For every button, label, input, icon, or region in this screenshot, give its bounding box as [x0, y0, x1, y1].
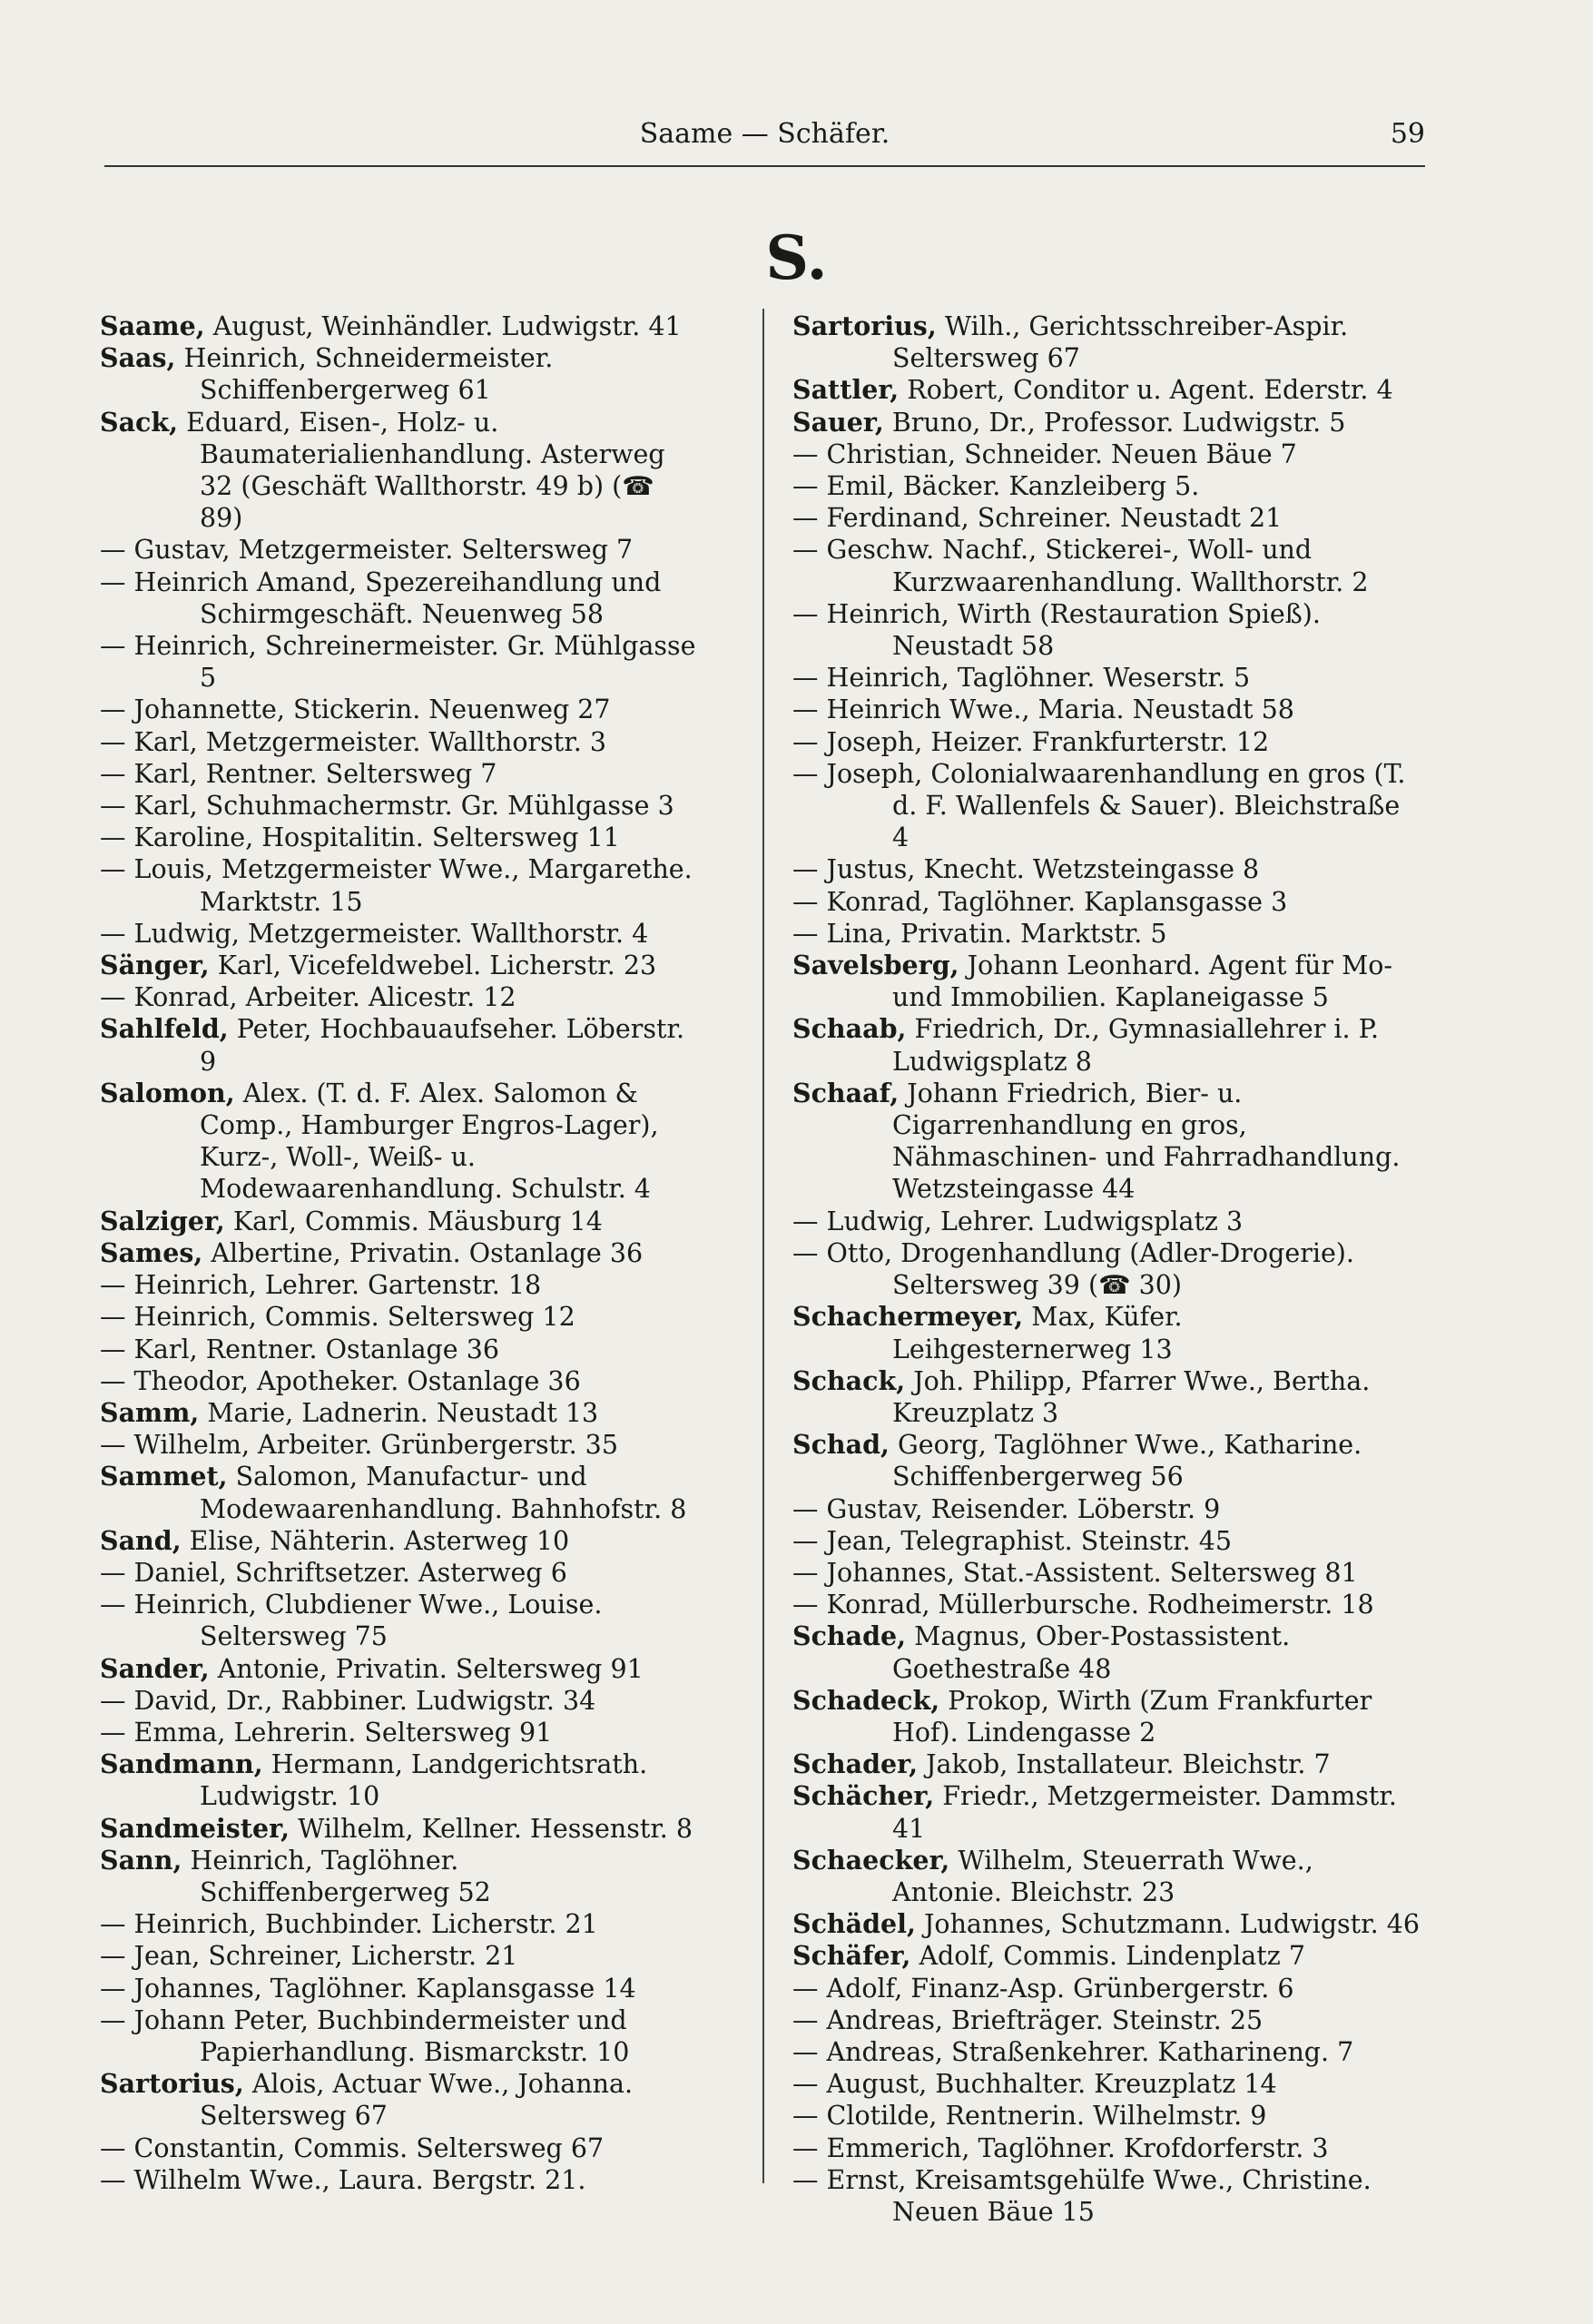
entry-details: Max, Küfer. Leihgesternerweg 13	[892, 1302, 1183, 1364]
directory-entry	[792, 534, 1423, 597]
directory-entry	[792, 2100, 1423, 2132]
entry-details: — Clotilde, Rentnerin. Wilhelmstr. 9	[792, 2101, 1267, 2132]
header-rule	[104, 165, 1425, 167]
entry-details: August, Weinhändler. Ludwigstr. 41	[204, 311, 682, 341]
entry-details: Johannes, Schutzmann. Ludwigstr. 46	[915, 1909, 1420, 1940]
entry-details: Magnus, Ober-Postassistent. Goethestraße 48	[892, 1621, 1291, 1684]
directory-entry	[100, 1301, 703, 1333]
entry-surname: Schader,	[792, 1748, 919, 1780]
entry-details: Robert, Conditor u. Agent. Ederstr. 4	[899, 375, 1393, 406]
directory-entry	[792, 470, 1423, 502]
directory-entry	[100, 310, 703, 342]
directory-entry	[100, 1525, 703, 1557]
entry-details: — Ludwig, Metzgermeister. Wallthorstr. 4	[100, 918, 649, 949]
entry-details: — Karl, Metzgermeister. Wallthorstr. 3	[100, 726, 606, 757]
entry-details: — Johann Peter, Buchbindermeister und Papierhandlung. Bismarckstr. 10	[100, 2004, 630, 2067]
entry-details: Peter, Hochbauaufseher. Löberstr. 9	[200, 1014, 685, 1077]
directory-entry	[792, 2164, 1423, 2228]
directory-entry	[100, 1557, 703, 1589]
directory-entry	[100, 630, 703, 694]
entry-details: — Louis, Metzgermeister Wwe., Margarethe. Marktstr. 15	[100, 854, 693, 917]
entry-surname: Sames,	[100, 1236, 203, 1268]
directory-entry	[100, 1269, 703, 1301]
entry-surname: Salziger,	[100, 1205, 225, 1236]
entry-surname: Salomon,	[100, 1077, 235, 1108]
directory-entry	[100, 1206, 703, 1237]
directory-entry	[792, 1845, 1423, 1908]
directory-entry	[792, 1973, 1423, 2004]
directory-entry	[792, 1493, 1423, 1525]
directory-entry	[100, 918, 703, 950]
directory-entry	[100, 1429, 703, 1461]
entry-surname: Schachermeyer,	[792, 1301, 1024, 1333]
entry-details: — Lina, Privatin. Marktstr. 5	[792, 918, 1167, 949]
directory-entry	[100, 1685, 703, 1717]
entry-details: — Johannes, Stat.-Assistent. Seltersweg 81	[792, 1557, 1358, 1588]
entry-details: Friedr., Metzgermeister. Dammstr. 41	[892, 1781, 1397, 1844]
directory-entry	[792, 2004, 1423, 2036]
entry-details: — Otto, Drogenhandlung (Adler-Drogerie). Seltersweg 39 (☎ 30)	[792, 1237, 1354, 1301]
directory-entry	[792, 1780, 1423, 1844]
entry-details: — Andreas, Briefträger. Steinstr. 25	[792, 2004, 1264, 2035]
entry-surname: Sahlfeld,	[100, 1013, 229, 1045]
entry-surname: Saas,	[100, 342, 176, 374]
entry-details: — Adolf, Finanz-Asp. Grünbergerstr. 6	[792, 1973, 1294, 2004]
directory-entry	[100, 566, 703, 630]
entry-details: — Konrad, Müllerbursche. Rodheimerstr. 18	[792, 1590, 1374, 1620]
entry-surname: Sander,	[100, 1652, 210, 1684]
entry-surname: Savelsberg,	[792, 950, 959, 981]
entry-details: — Heinrich, Commis. Seltersweg 12	[100, 1302, 575, 1333]
section-letter: S.	[765, 222, 828, 293]
entry-details: — Karl, Rentner. Seltersweg 7	[100, 758, 497, 789]
directory-entry	[792, 2036, 1423, 2068]
entry-details: — Konrad, Taglöhner. Kaplansgasse 3	[792, 886, 1288, 917]
entry-details: — Heinrich, Wirth (Restauration Spieß). Neustadt 58	[792, 598, 1321, 662]
directory-entry	[792, 853, 1423, 885]
directory-entry	[100, 1973, 703, 2004]
directory-entry	[792, 1365, 1423, 1429]
directory-entry	[100, 2132, 703, 2164]
directory-entry	[100, 1813, 703, 1845]
entry-details: — Karl, Schuhmachermstr. Gr. Mühlgasse 3	[100, 791, 674, 822]
entry-surname: Schaab,	[792, 1013, 907, 1045]
entry-details: — Emma, Lehrerin. Seltersweg 91	[100, 1717, 553, 1748]
entry-surname: Schäfer,	[792, 1940, 911, 1972]
entry-details: — Karl, Rentner. Ostanlage 36	[100, 1334, 499, 1364]
directory-entry	[100, 1237, 703, 1269]
directory-entry	[792, 1301, 1423, 1364]
entry-details: — Geschw. Nachf., Stickerei-, Woll- und Kurzwaarenhandlung. Wallthorstr. 2	[792, 535, 1369, 597]
entry-details: — Heinrich, Buchbinder. Licherstr. 21	[100, 1909, 598, 1940]
entry-surname: Schade,	[792, 1620, 907, 1652]
directory-entry	[100, 1717, 703, 1748]
directory-entry	[792, 374, 1423, 406]
entry-details: — August, Buchhalter. Kreuzplatz 14	[792, 2069, 1277, 2100]
directory-entry	[792, 758, 1423, 854]
directory-entry	[792, 1429, 1423, 1492]
directory-entry	[100, 2068, 703, 2132]
entry-details: Wilhelm, Steuerrath Wwe., Antonie. Bleichstr. 23	[892, 1845, 1313, 1907]
entry-details: Albertine, Privatin. Ostanlage 36	[202, 1237, 644, 1268]
directory-entry	[100, 1653, 703, 1685]
entry-details: Joh. Philipp, Pfarrer Wwe., Bertha. Kreuzplatz 3	[892, 1365, 1371, 1428]
directory-entry	[792, 407, 1423, 438]
entry-details: — Heinrich, Clubdiener Wwe., Louise. Seltersweg 75	[100, 1590, 603, 1652]
entry-surname: Sand,	[100, 1524, 182, 1556]
entry-surname: Sandmann,	[100, 1748, 263, 1780]
entry-details: Prokop, Wirth (Zum Frankfurter Hof). Lindengasse 2	[892, 1685, 1372, 1748]
page-header	[104, 118, 1425, 163]
directory-entry	[792, 662, 1423, 694]
directory-entry	[100, 1365, 703, 1397]
entry-details: Wilhelm, Kellner. Hessenstr. 8	[290, 1813, 693, 1844]
directory-entry	[792, 1940, 1423, 1972]
directory-entry	[792, 310, 1423, 374]
entry-details: — Gustav, Reisender. Löberstr. 9	[792, 1493, 1221, 1524]
entry-details: Friedrich, Dr., Gymnasiallehrer i. P. Ludwigsplatz 8	[892, 1014, 1380, 1077]
entry-surname: Sartorius,	[100, 2068, 244, 2100]
entry-details: — Wilhelm, Arbeiter. Grünbergerstr. 35	[100, 1430, 618, 1461]
entry-details: Adolf, Commis. Lindenplatz 7	[910, 1941, 1305, 1972]
entry-surname: Sattler,	[792, 374, 900, 406]
entry-details: — Emmerich, Taglöhner. Krofdorferstr. 3	[792, 2132, 1329, 2163]
entry-details: — Ferdinand, Schreiner. Neustadt 21	[792, 503, 1283, 534]
directory-entry	[792, 694, 1423, 725]
directory-entry	[792, 1237, 1423, 1301]
directory-entry	[792, 1557, 1423, 1589]
directory-entry	[100, 1334, 703, 1365]
directory-entry	[100, 534, 703, 566]
directory-entry	[100, 726, 703, 758]
directory-entry	[100, 1908, 703, 1940]
entry-details: — Heinrich, Schreinermeister. Gr. Mühlgasse 5	[100, 631, 696, 694]
directory-entry	[100, 1078, 703, 1206]
directory-entry	[100, 1940, 703, 1972]
entry-surname: Schadeck,	[792, 1684, 940, 1716]
entry-details: — Christian, Schneider. Neuen Bäue 7	[792, 438, 1297, 469]
entry-details: — Konrad, Arbeiter. Alicestr. 12	[100, 982, 516, 1013]
entry-details: Wilh., Gerichtsschreiber-Aspir. Seltersweg 67	[892, 311, 1349, 374]
entry-surname: Sammet,	[100, 1461, 228, 1492]
entry-details: — Daniel, Schriftsetzer. Asterweg 6	[100, 1557, 567, 1588]
entry-surname: Sauer,	[792, 406, 884, 438]
entry-details: — Johannes, Taglöhner. Kaplansgasse 14	[100, 1973, 636, 2004]
entry-details: Bruno, Dr., Professor. Ludwigstr. 5	[883, 407, 1346, 438]
entry-details: — Jean, Schreiner, Licherstr. 21	[100, 1941, 518, 1972]
entry-surname: Sänger,	[100, 950, 210, 981]
entry-surname: Samm,	[100, 1396, 200, 1428]
directory-entry	[100, 1013, 703, 1077]
entry-details: Jakob, Installateur. Bleichstr. 7	[918, 1749, 1331, 1780]
entry-surname: Schaecker,	[792, 1844, 950, 1876]
entry-details: — Joseph, Colonialwaarenhandlung en gros (T. d. F. Wallenfels & Sauer). Bleichstraße 4	[792, 758, 1406, 853]
directory-entry	[100, 2004, 703, 2068]
directory-entry	[792, 502, 1423, 534]
entry-surname: Schad,	[792, 1429, 890, 1461]
entry-details: — Wilhelm Wwe., Laura. Bergstr. 21.	[100, 2164, 586, 2195]
entry-details: Georg, Taglöhner Wwe., Katharine. Schiffenbergerweg 56	[889, 1430, 1362, 1492]
entry-details: — Karoline, Hospitalitin. Seltersweg 11	[100, 822, 620, 853]
entry-details: — Heinrich, Taglöhner. Weserstr. 5	[792, 663, 1251, 694]
directory-column-left	[100, 310, 703, 2196]
entry-details: Karl, Vicefeldwebel. Licherstr. 23	[209, 950, 657, 981]
entry-details: — Johannette, Stickerin. Neuenweg 27	[100, 694, 611, 725]
entry-surname: Schädel,	[792, 1908, 916, 1940]
entry-details: Alois, Actuar Wwe., Johanna. Seltersweg 67	[200, 2069, 634, 2132]
directory-entry	[792, 438, 1423, 470]
entry-surname: Schaaf,	[792, 1077, 900, 1108]
directory-entry	[792, 1685, 1423, 1748]
entry-details: — Heinrich, Lehrer. Gartenstr. 18	[100, 1270, 542, 1301]
directory-entry	[792, 1206, 1423, 1237]
entry-details: Antonie, Privatin. Seltersweg 91	[209, 1653, 644, 1684]
entry-details: Elise, Nähterin. Asterweg 10	[181, 1525, 570, 1556]
entry-details: Heinrich, Taglöhner. Schiffenbergerweg 52	[182, 1845, 491, 1907]
entry-surname: Sann,	[100, 1844, 182, 1876]
entry-details: — Joseph, Heizer. Frankfurterstr. 12	[792, 726, 1270, 757]
directory-entry	[100, 981, 703, 1013]
entry-details: — Justus, Knecht. Wetzsteingasse 8	[792, 854, 1260, 885]
directory-entry	[100, 822, 703, 853]
directory-entry	[792, 598, 1423, 662]
entry-details: Alex. (T. d. F. Alex. Salomon & Comp., Hamburger Engros-Lager), Kurz-, Woll-, Weiß- u. Modewaarenhandlung. Schulstr. 4	[200, 1078, 659, 1205]
entry-surname: Schack,	[792, 1364, 906, 1396]
entry-details: Eduard, Eisen-, Holz- u. Baumaterialienhandlung. Asterweg 32 (Geschäft Wallthorstr. 49 b) (☎ 89)	[178, 407, 665, 534]
directory-entry	[100, 790, 703, 822]
directory-entry	[100, 1397, 703, 1429]
directory-entry	[100, 694, 703, 725]
directory-entry	[100, 853, 703, 917]
column-divider	[762, 309, 764, 2183]
entry-details: Johann Friedrich, Bier- u. Cigarrenhandlung en gros, Nähmaschinen- und Fahrradhandlung. Wetzsteingasse 44	[892, 1078, 1401, 1205]
directory-entry	[100, 1845, 703, 1908]
directory-entry	[100, 758, 703, 790]
directory-entry	[792, 886, 1423, 918]
directory-entry	[792, 2132, 1423, 2164]
directory-entry	[100, 342, 703, 406]
entry-details: Hermann, Landgerichtsrath. Ludwigstr. 10	[200, 1749, 648, 1812]
directory-entry	[100, 407, 703, 535]
entry-details: Marie, Ladnerin. Neustadt 13	[199, 1397, 599, 1428]
entry-details: Karl, Commis. Mäusburg 14	[224, 1206, 603, 1236]
entry-surname: Sartorius,	[792, 310, 937, 341]
entry-details: Johann Leonhard. Agent für Mo- und Immobilien. Kaplaneigasse 5	[892, 950, 1393, 1013]
entry-details: — Andreas, Straßenkehrer. Katharineng. 7	[792, 2036, 1354, 2067]
directory-entry	[792, 1078, 1423, 1206]
directory-entry	[792, 1589, 1423, 1620]
page-number: 59	[1390, 118, 1425, 150]
directory-entry	[100, 1461, 703, 1524]
directory-entry	[792, 1908, 1423, 1940]
directory-entry	[100, 2164, 703, 2196]
entry-details: — Ernst, Kreisamtsgehülfe Wwe., Christine. Neuen Bäue 15	[792, 2164, 1372, 2227]
running-title: Saame — Schäfer.	[639, 118, 890, 150]
directory-entry	[792, 2068, 1423, 2100]
entry-details: — Gustav, Metzgermeister. Seltersweg 7	[100, 535, 634, 566]
directory-entry	[100, 1589, 703, 1652]
entry-surname: Schächer,	[792, 1780, 935, 1812]
entry-surname: Sack,	[100, 406, 179, 438]
directory-entry	[792, 950, 1423, 1013]
directory-entry	[792, 1620, 1423, 1684]
entry-details: — Theodor, Apotheker. Ostanlage 36	[100, 1365, 581, 1396]
entry-details: — Jean, Telegraphist. Steinstr. 45	[792, 1525, 1232, 1556]
entry-details: — Ludwig, Lehrer. Ludwigsplatz 3	[792, 1206, 1244, 1236]
entry-details: — Heinrich Amand, Spezereihandlung und Schirmgeschäft. Neuenweg 58	[100, 566, 662, 629]
entry-details: — David, Dr., Rabbiner. Ludwigstr. 34	[100, 1685, 596, 1716]
directory-entry	[100, 1748, 703, 1812]
entry-details: — Emil, Bäcker. Kanzleiberg 5.	[792, 471, 1200, 502]
directory-entry	[792, 1013, 1423, 1077]
entry-surname: Sandmeister,	[100, 1812, 290, 1844]
entry-details: Heinrich, Schneidermeister. Schiffenbergerweg 61	[175, 343, 554, 406]
directory-entry	[100, 950, 703, 981]
directory-column-right	[792, 310, 1423, 2228]
directory-entry	[792, 1748, 1423, 1780]
directory-entry	[792, 1525, 1423, 1557]
entry-details: Salomon, Manufactur- und Modewaarenhandlung. Bahnhofstr. 8	[200, 1462, 687, 1524]
directory-entry	[792, 918, 1423, 950]
entry-details: — Constantin, Commis. Seltersweg 67	[100, 2132, 605, 2163]
entry-details: — Heinrich Wwe., Maria. Neustadt 58	[792, 694, 1294, 725]
entry-surname: Saame,	[100, 310, 205, 341]
directory-entry	[792, 726, 1423, 758]
